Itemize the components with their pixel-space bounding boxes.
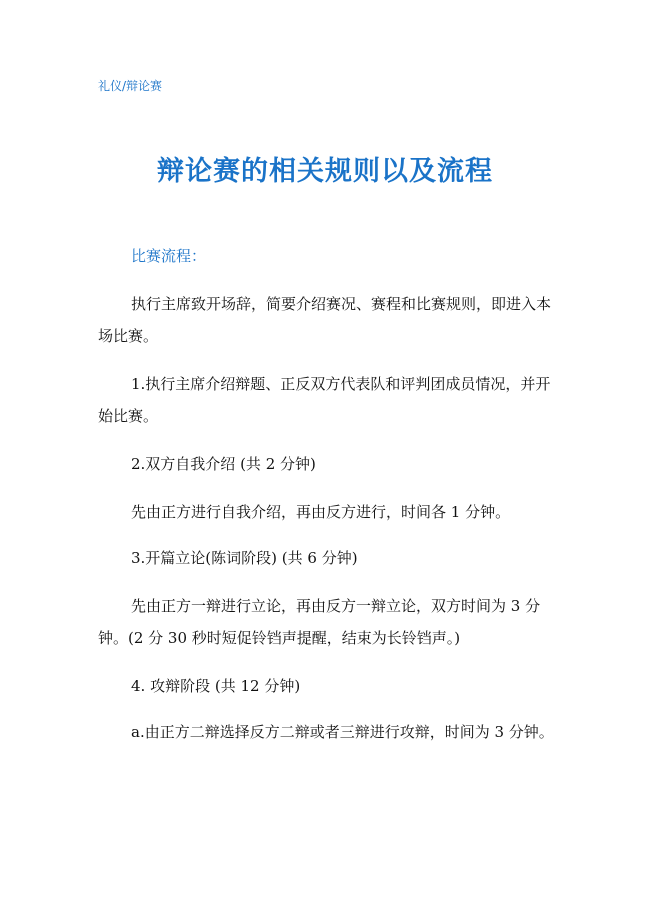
paragraph-8-text: a.由正方二辩选择反方二辩或者三辩进行攻辩，时间为 3 分钟。 [131,723,554,741]
paragraph-2 [98,368,556,432]
breadcrumb[interactable]: 礼仪/辩论赛 [98,79,163,93]
paragraph-5-text: 3.开篇立论(陈词阶段) (共 6 分钟) [131,549,358,567]
paragraph-7-text: 4. 攻辩阶段 (共 12 分钟) [131,677,301,695]
paragraph-6 [98,590,556,654]
paragraph-3 [98,448,556,480]
paragraph-2-text: 1.执行主席介绍辩题、正反双方代表队和评判团成员情况，并开始比赛。 [98,375,551,425]
paragraph-1-text: 执行主席致开场辞，简要介绍赛况、赛程和比赛规则，即进入本场比赛。 [98,295,552,345]
paragraph-5 [98,542,556,574]
paragraph-3-text: 2.双方自我介绍 (共 2 分钟) [131,455,316,473]
section-heading: 比赛流程： [131,247,207,265]
page-title: 辩论赛的相关规则以及流程 [157,156,493,187]
paragraph-6-text: 先由正方一辩进行立论，再由反方一辩立论，双方时间为 3 分钟。(2 分 30 秒时短促铃铛声提醒，结束为长铃铛声。) [98,597,541,647]
paragraph-4-text: 先由正方进行自我介绍，再由反方进行，时间各 1 分钟。 [131,503,511,521]
paragraph-4 [98,496,556,528]
paragraph-7 [98,670,556,702]
paragraph-8 [98,716,556,748]
paragraph-1 [98,288,556,352]
